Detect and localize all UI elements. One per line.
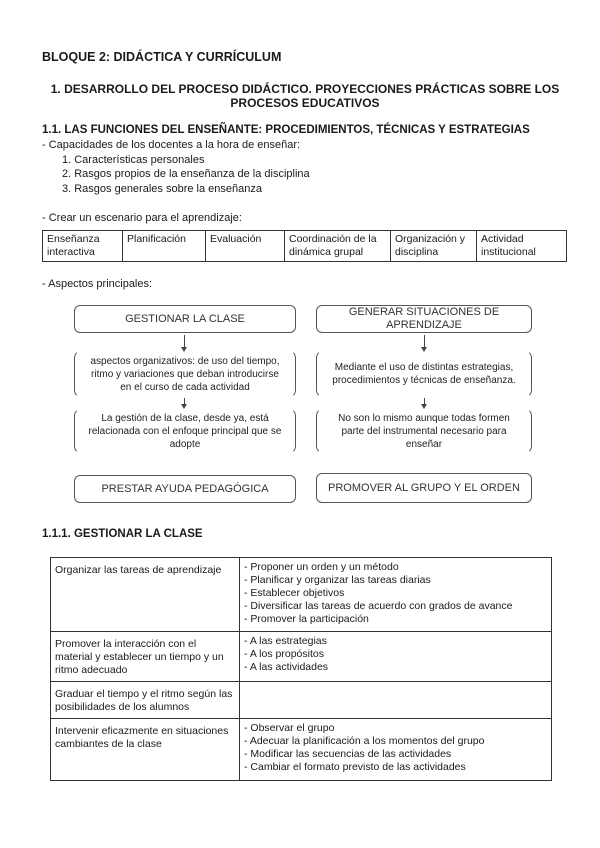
table-row xyxy=(51,719,552,781)
capacidad-item: 2. Rasgos propios de la enseñanza de la disciplina xyxy=(62,168,310,180)
table-row xyxy=(51,632,552,682)
list-item: - Planificar y organizar las tareas diarias xyxy=(244,574,431,586)
section-1-title: 1. DESARROLLO DEL PROCESO DIDÁCTICO. PROYECCIONES PRÁCTICAS SOBRE LOS PROCESOS EDUCATIVOS xyxy=(50,82,560,110)
escenario-table xyxy=(42,230,567,262)
escenario-intro: - Crear un escenario para el aprendizaje: xyxy=(42,212,242,224)
bloque-title: BLOQUE 2: DIDÁCTICA Y CURRÍCULUM xyxy=(42,50,282,64)
capacidad-item: 3. Rasgos generales sobre la enseñanza xyxy=(62,183,262,195)
capacidades-intro: - Capacidades de los docentes a la hora de enseñar: xyxy=(42,139,301,151)
table-cell-left: Graduar el tiempo y el ritmo según las posibilidades de los alumnos xyxy=(51,682,240,719)
escenario-cell: Enseñanza interactiva xyxy=(43,231,123,262)
list-item: - Establecer objetivos xyxy=(244,587,345,599)
capacidad-item: 1. Características personales xyxy=(62,154,205,166)
down-arrow-icon xyxy=(184,398,185,405)
class-management-note: La gestión de la clase, desde ya, está relacionada con el enfoque principal que se adopte xyxy=(74,408,296,454)
escenario-cell: Actividad institucional xyxy=(477,231,567,262)
list-item: - A los propósitos xyxy=(244,648,324,660)
gestionar-clase-table xyxy=(50,557,552,781)
escenario-cell: Planificación xyxy=(123,231,206,262)
list-item: - Observar el grupo xyxy=(244,722,335,734)
table-cell-right xyxy=(240,558,552,632)
generar-situaciones-box: GENERAR SITUACIONES DE APRENDIZAJE xyxy=(316,305,532,333)
table-cell-right xyxy=(240,682,552,719)
section-1-1-title: 1.1. LAS FUNCIONES DEL ENSEÑANTE: PROCEDIMIENTOS, TÉCNICAS Y ESTRATEGIAS xyxy=(42,124,530,136)
instrumental-note: No son lo mismo aunque todas formen parte del instrumental necesario para enseñar xyxy=(316,408,532,454)
table-cell-right xyxy=(240,719,552,781)
list-item: - A las estrategias xyxy=(244,635,327,647)
list-item: - Modificar las secuencias de las actividades xyxy=(244,748,452,760)
strategies-note: Mediante el uso de distintas estrategias, procedimientos y técnicas de enseñanza. xyxy=(316,350,532,398)
table-cell-left: Organizar las tareas de aprendizaje xyxy=(51,558,240,632)
prestar-ayuda-box: PRESTAR AYUDA PEDAGÓGICA xyxy=(74,475,296,503)
section-1-1-1-title: 1.1.1. GESTIONAR LA CLASE xyxy=(42,528,203,540)
escenario-cell: Organización y disciplina xyxy=(391,231,477,262)
table-row xyxy=(51,682,552,719)
organizational-aspects-note: aspectos organizativos: de uso del tiempo, ritmo y variaciones que deban introducirse en el curso de cada actividad xyxy=(74,350,296,398)
list-item: - Cambiar el formato previsto de las actividades xyxy=(244,761,466,773)
table-cell-right xyxy=(240,632,552,682)
down-arrow-icon xyxy=(424,398,425,405)
list-item: - Diversificar las tareas de acuerdo con grados de avance xyxy=(244,600,513,612)
aspectos-intro: - Aspectos principales: xyxy=(42,278,153,290)
promover-grupo-box: PROMOVER AL GRUPO Y EL ORDEN xyxy=(316,473,532,503)
list-item: - Promover la participación xyxy=(244,613,369,625)
list-item: - A las actividades xyxy=(244,661,329,673)
gestionar-clase-box: GESTIONAR LA CLASE xyxy=(74,305,296,333)
table-row xyxy=(51,558,552,632)
table-cell-left: Intervenir eficazmente en situaciones cambiantes de la clase xyxy=(51,719,240,781)
escenario-cell: Evaluación xyxy=(206,231,285,262)
table-cell-left: Promover la interacción con el material y establecer un tiempo y un ritmo adecuado xyxy=(51,632,240,682)
list-item: - Proponer un orden y un método xyxy=(244,561,399,573)
list-item: - Adecuar la planificación a los momentos del grupo xyxy=(244,735,485,747)
down-arrow-icon xyxy=(424,335,425,348)
down-arrow-icon xyxy=(184,335,185,348)
escenario-cell: Coordinación de la dinámica grupal xyxy=(285,231,391,262)
